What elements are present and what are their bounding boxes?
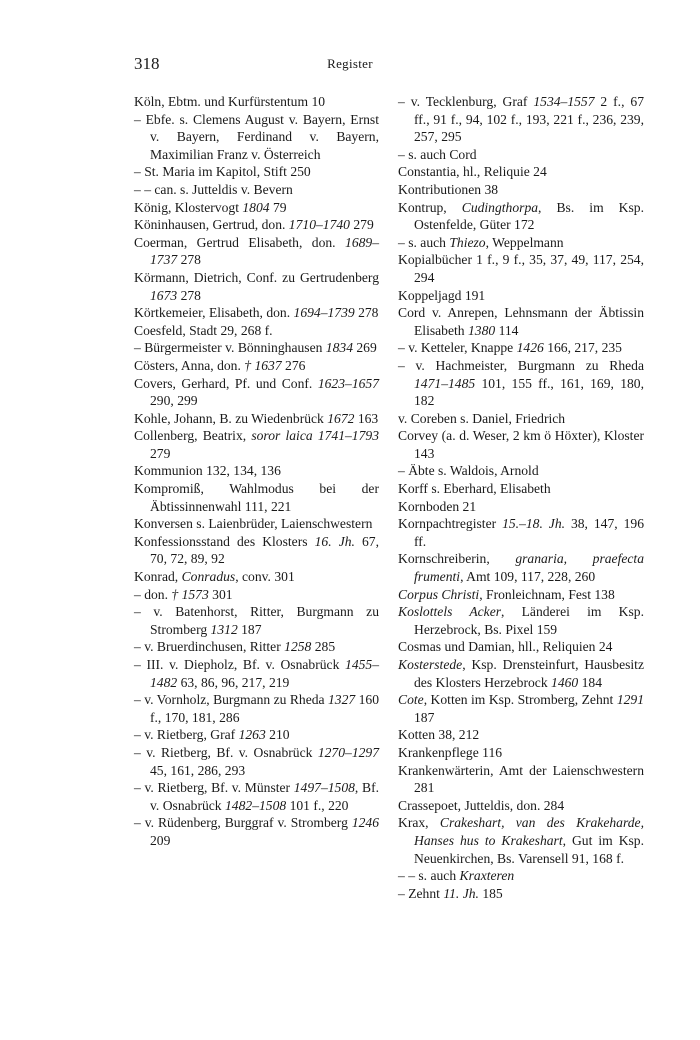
index-entry: Köninhausen, Gertrud, don. 1710–1740 279 <box>134 217 374 233</box>
index-entry: – – s. auch Kraxteren <box>398 868 515 884</box>
index-entry: Kohle, Johann, B. zu Wiedenbrück 1672 163 <box>134 410 379 426</box>
index-entry: – Zehnt 11. Jh. 185 <box>398 885 503 901</box>
index-entry: – v. Rietberg, Graf 1263 210 <box>134 727 290 743</box>
index-entry: Konfessionsstand des Klosters 16. Jh. 67, 70, 72, 89, 92 <box>134 533 380 567</box>
index-entry: Konrad, Conradus, conv. 301 <box>134 569 295 585</box>
index-entry: König, Klostervogt 1804 79 <box>134 199 287 215</box>
index-entry: Corpus Christi, Fronleichnam, Fest 138 <box>398 586 615 602</box>
index-entry: Körtkemeier, Elisabeth, don. 1694–1739 278 <box>134 305 379 321</box>
index-column-left <box>134 93 379 850</box>
index-entry: Cösters, Anna, don. † 1637 276 <box>134 357 306 373</box>
index-entry: Cosmas und Damian, hll., Reliquien 24 <box>398 639 613 655</box>
index-entry: – v. Rietberg, Bf. v. Osnabrück 1270–1297 45, 161, 286, 293 <box>134 744 379 778</box>
index-entry: – v. Batenhorst, Ritter, Burgmann zu Stromberg 1312 187 <box>134 604 379 637</box>
index-entry: Cord v. Anrepen, Lehnsmann der Äbtissin Elisabeth 1380 114 <box>398 305 644 338</box>
index-entry: – v. Rüdenberg, Burggraf v. Stromberg 1246 209 <box>134 815 379 848</box>
index-entry: Kornpachtregister 15.–18. Jh. 38, 147, 196 ff. <box>398 516 644 549</box>
index-entry: Cote, Kotten im Ksp. Stromberg, Zehnt 1291 187 <box>398 692 644 725</box>
index-entry: Constantia, hl., Reliquie 24 <box>398 164 547 180</box>
index-entry: – Ebfe. s. Clemens August v. Bayern, Ernst v. Bayern, Ferdinand v. Bayern, Maximilian Franz v. Österreich <box>134 111 379 162</box>
index-entry: – v. Vornholz, Burgmann zu Rheda 1327 160 f., 170, 181, 286 <box>134 692 379 725</box>
index-entry: Kornschreiberin, granaria, praefecta frumenti, Amt 109, 117, 228, 260 <box>398 551 644 585</box>
index-entry: – v. Rietberg, Bf. v. Münster 1497–1508, Bf. v. Osnabrück 1482–1508 101 f., 220 <box>134 780 379 813</box>
index-entry: Kornboden 21 <box>398 498 477 514</box>
index-entry: – v. Tecklenburg, Graf 1534–1557 2 f., 67 ff., 91 f., 94, 102 f., 193, 221 f., 236, 239, 257, 295 <box>398 94 644 145</box>
index-entry: – s. auch Cord <box>398 146 477 162</box>
index-entry: – s. auch Thiezo, Weppelmann <box>398 234 564 250</box>
index-entry: – Bürgermeister v. Bönninghausen 1834 269 <box>134 340 377 356</box>
page-number: 318 <box>134 54 160 73</box>
index-entry: Köln, Ebtm. und Kurfürstentum 10 <box>134 94 326 109</box>
index-entry: – St. Maria im Kapitol, Stift 250 <box>134 164 311 180</box>
index-entry: Corvey (a. d. Weser, 2 km ö Höxter), Kloster 143 <box>398 428 644 461</box>
index-entry: Covers, Gerhard, Pf. und Conf. 1623–1657 290, 299 <box>134 375 379 409</box>
index-entry: Collenberg, Beatrix, soror laica 1741–1793 279 <box>134 428 379 461</box>
index-entry: Kotten 38, 212 <box>398 727 480 743</box>
index-entry: Krax, Crakeshart, van des Krakeharde, Hanses hus to Krakeshart, Gut im Ksp. Neuenkirchen, Bs. Varensell 91, 168 f. <box>398 815 644 866</box>
index-entry: Crassepoet, Jutteldis, don. 284 <box>398 797 565 813</box>
index-entry: – v. Hachmeister, Burgmann zu Rheda 1471–1485 101, 155 ff., 161, 169, 180, 182 <box>398 357 644 409</box>
index-entry: Kosterstede, Ksp. Drensteinfurt, Hausbesitz des Klosters Herzebrock 1460 184 <box>398 657 644 690</box>
index-entry: Koslottels Acker, Länderei im Ksp. Herzebrock, Bs. Pixel 159 <box>398 604 644 637</box>
index-column-right <box>398 93 644 902</box>
running-head: Register <box>327 56 373 71</box>
index-entry: Kontributionen 38 <box>398 181 499 197</box>
index-entry: Krankenwärterin, Amt der Laienschwestern 281 <box>398 762 644 796</box>
index-entry: Kopialbücher 1 f., 9 f., 35, 37, 49, 117, 254, 294 <box>398 252 644 285</box>
index-entry: Coerman, Gertrud Elisabeth, don. 1689–1737 278 <box>134 234 379 268</box>
index-entry: Koppeljagd 191 <box>398 287 486 303</box>
index-entry: Konversen s. Laienbrüder, Laienschwestern <box>134 516 373 532</box>
index-entry: Kompromiß, Wahlmodus bei der Äbtissinnenwahl 111, 221 <box>134 481 379 514</box>
index-entry: – v. Ketteler, Knappe 1426 166, 217, 235 <box>398 340 622 356</box>
index-entry: Körmann, Dietrich, Conf. zu Gertrudenberg 1673 278 <box>134 269 379 303</box>
index-entry: – III. v. Diepholz, Bf. v. Osnabrück 1455–1482 63, 86, 96, 217, 219 <box>134 657 379 690</box>
index-entry: v. Coreben s. Daniel, Friedrich <box>398 410 566 426</box>
index-entry: Kontrup, Cudingthorpa, Bs. im Ksp. Ostenfelde, Güter 172 <box>398 199 644 233</box>
index-entry: Kommunion 132, 134, 136 <box>134 463 281 479</box>
index-entry: – Äbte s. Waldois, Arnold <box>398 463 539 479</box>
index-entry: – – can. s. Jutteldis v. Bevern <box>134 181 293 197</box>
index-entry: Krankenpflege 116 <box>398 744 503 760</box>
index-entry: – v. Bruerdinchusen, Ritter 1258 285 <box>134 639 336 655</box>
index-entry: Coesfeld, Stadt 29, 268 f. <box>134 322 273 338</box>
index-entry: Korff s. Eberhard, Elisabeth <box>398 481 551 497</box>
index-entry: – don. † 1573 301 <box>134 586 233 602</box>
